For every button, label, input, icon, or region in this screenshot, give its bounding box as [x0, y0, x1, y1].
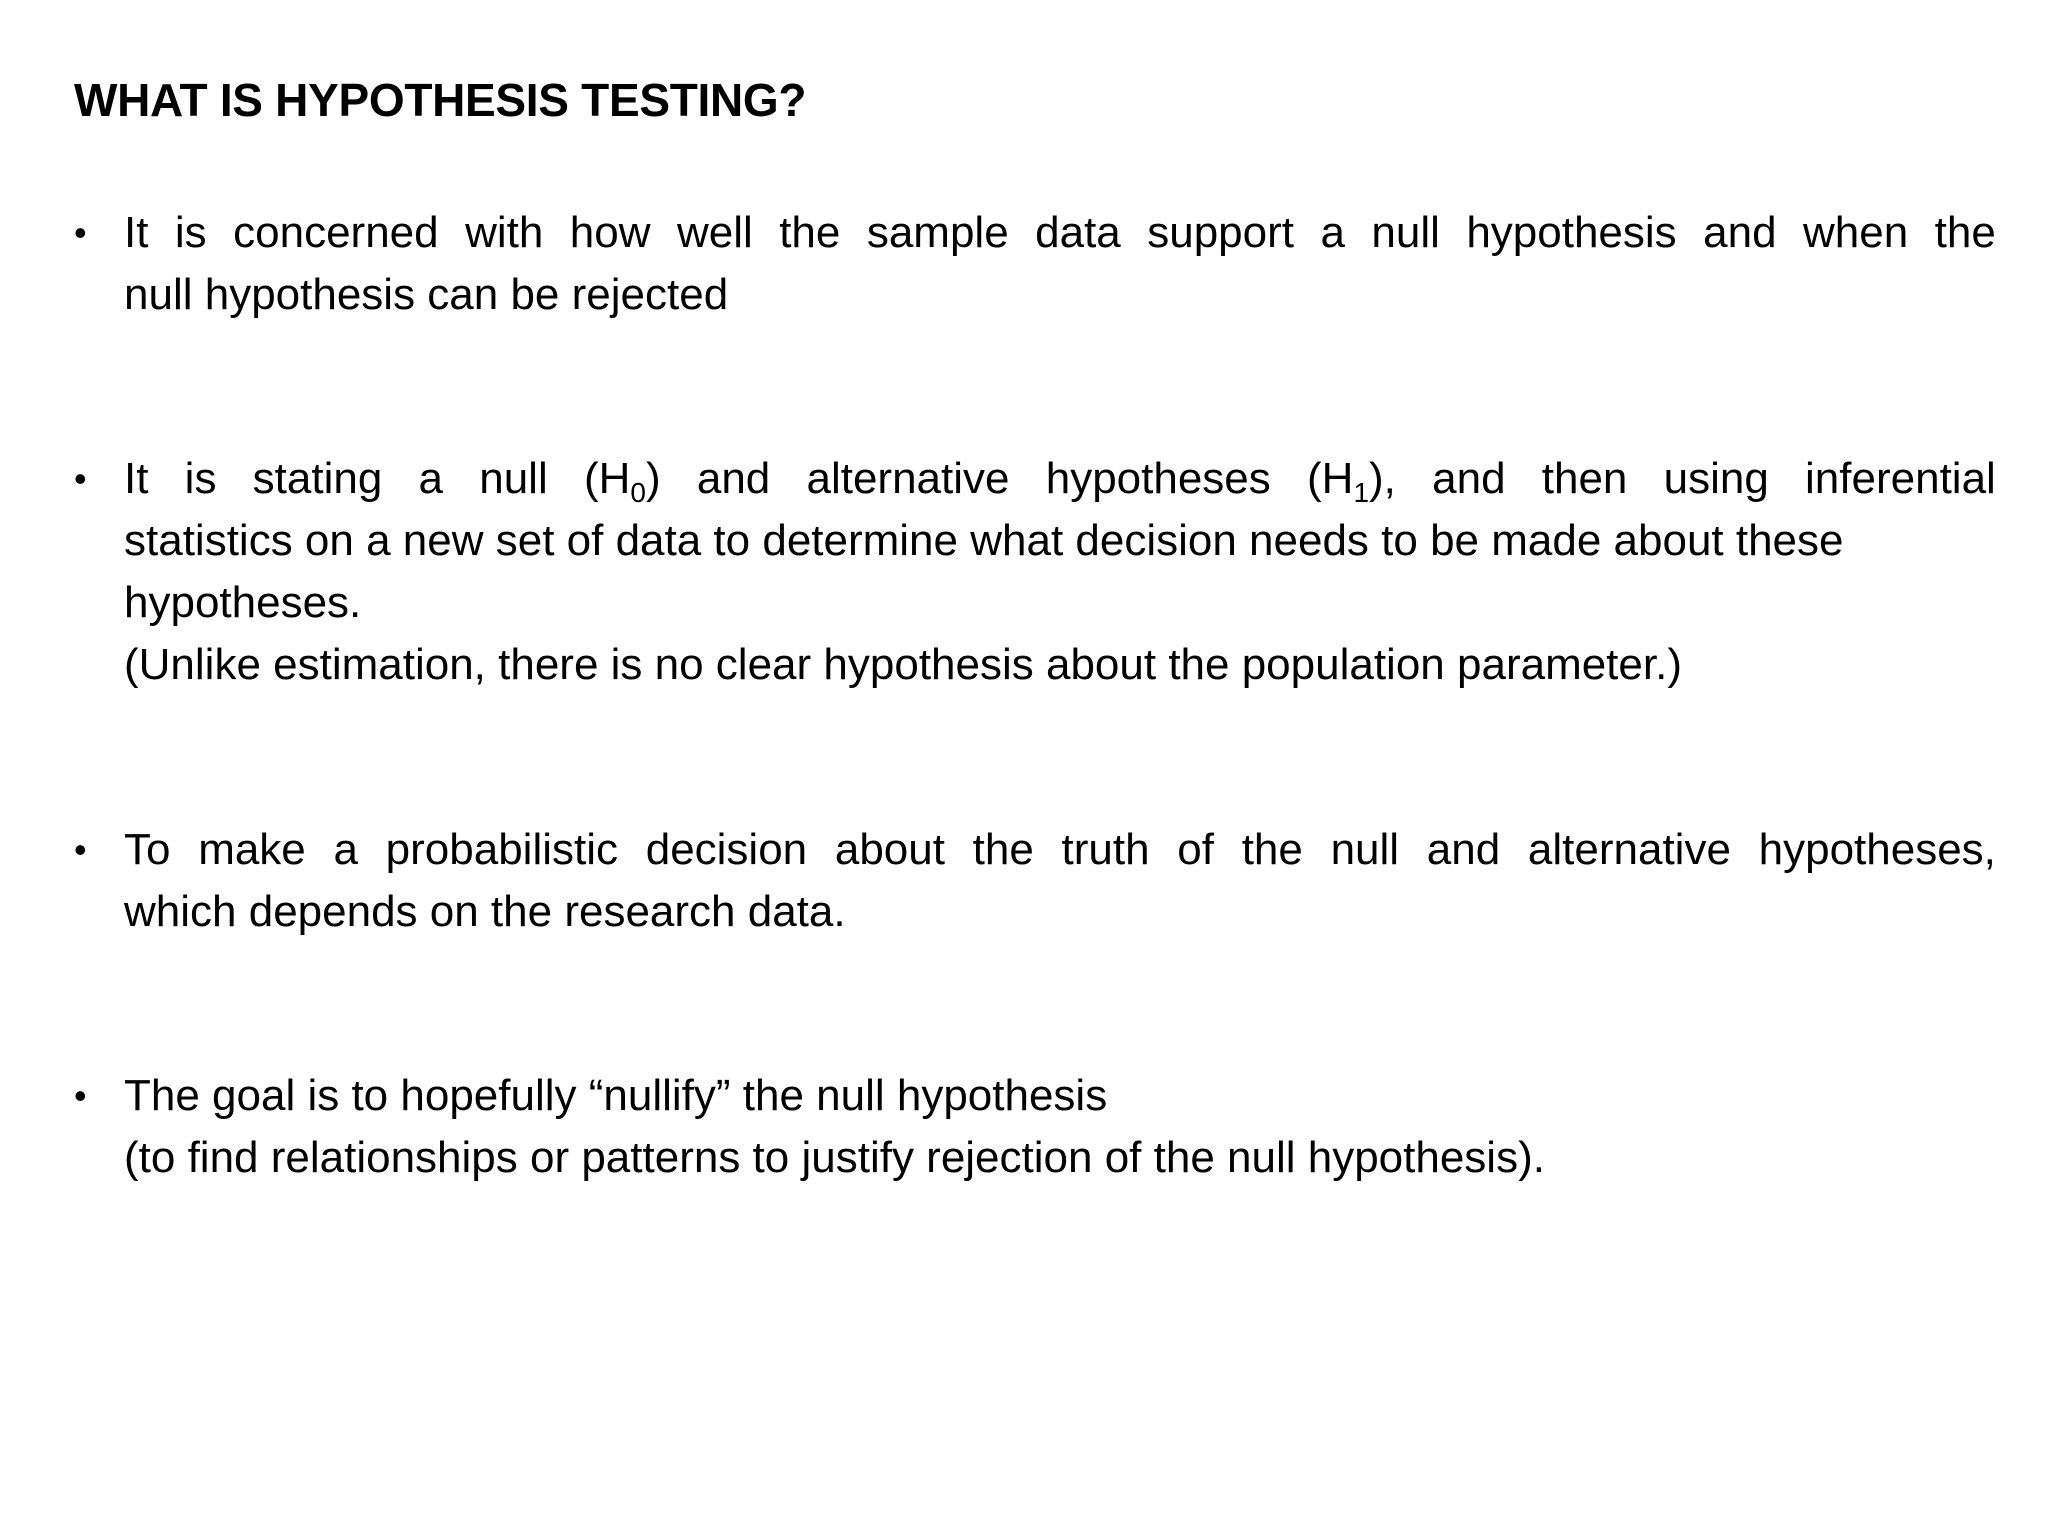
bullet-4-line-1: The goal is to hopefully “nullify” the null hypothesis: [124, 1071, 1108, 1120]
bullet-icon: •: [74, 829, 87, 870]
word: the: [1934, 208, 1996, 257]
bullet-item-1: [74, 202, 1996, 326]
word: probabilistic: [385, 825, 619, 874]
bullet-icon: •: [74, 212, 87, 253]
bullet-icon: •: [74, 1075, 87, 1116]
bullet-3-line-1: [124, 819, 1996, 881]
word: sample: [866, 208, 1009, 257]
word: inferential: [1805, 454, 1996, 503]
word: is: [184, 454, 217, 503]
word: null: [1371, 208, 1440, 257]
h1-close: ),: [1369, 454, 1396, 503]
word: hypothesis: [1466, 208, 1677, 257]
bullet-text-1: [124, 202, 1996, 326]
word: about: [834, 825, 945, 874]
bullet-item-3: [74, 819, 1996, 943]
slide-title: WHAT IS HYPOTHESIS TESTING?: [74, 74, 807, 126]
h1-open: (H: [1307, 454, 1354, 503]
word: hypotheses,: [1758, 825, 1996, 874]
word: null: [479, 454, 548, 503]
word: and: [1426, 825, 1501, 874]
word: concerned: [233, 208, 439, 257]
bullet-2-line-1: [124, 448, 1996, 510]
h0-close: ): [645, 454, 661, 503]
word: stating: [252, 454, 383, 503]
bullet-2-line-2: statistics on a new set of data to determine what decision needs to be made about these: [124, 516, 1844, 565]
word: and: [1703, 208, 1777, 257]
word: well: [676, 208, 753, 257]
bullet-2-line-3: hypotheses.: [124, 578, 362, 627]
word: null: [1330, 825, 1400, 874]
word: data: [1035, 208, 1121, 257]
word: the: [972, 825, 1034, 874]
word: alternative: [806, 454, 1010, 503]
h0-open: (H: [583, 454, 631, 503]
word: To: [124, 825, 171, 874]
word: It: [124, 208, 149, 257]
bullet-text-4: [124, 1065, 1996, 1189]
word: and: [696, 454, 771, 503]
bullet-1-line-2: null hypothesis can be rejected: [124, 270, 729, 319]
word: a: [1320, 208, 1345, 257]
word: support: [1147, 208, 1294, 257]
word: the: [1241, 825, 1303, 874]
word: a: [333, 825, 358, 874]
word: the: [779, 208, 841, 257]
word: is: [174, 208, 207, 257]
bullet-4-line-2: (to find relationships or patterns to justify rejection of the null hypothesis).: [124, 1133, 1545, 1182]
word: of: [1177, 825, 1214, 874]
bullet-3-line-2: which depends on the research data.: [124, 887, 846, 936]
word: and: [1432, 454, 1506, 503]
word: how: [569, 208, 651, 257]
h1-subscript: 1: [1353, 477, 1370, 508]
word: decision: [645, 825, 808, 874]
word: with: [465, 208, 544, 257]
bullet-text-2: [124, 448, 1996, 696]
word: truth: [1061, 825, 1150, 874]
word: using: [1663, 454, 1769, 503]
bullet-2-line-4: (Unlike estimation, there is no clear hypothesis about the population parameter.): [124, 640, 1682, 689]
h0-symbol: [584, 448, 661, 510]
bullet-icon: •: [74, 458, 87, 499]
word: when: [1803, 208, 1909, 257]
h0-subscript: 0: [630, 477, 646, 508]
bullet-1-line-1: [124, 202, 1996, 264]
word: make: [198, 825, 306, 874]
word: alternative: [1527, 825, 1731, 874]
bullet-item-2: [74, 448, 1996, 696]
word: a: [418, 454, 444, 503]
word: It: [124, 454, 149, 503]
word: then: [1541, 454, 1628, 503]
h1-symbol: [1307, 448, 1396, 510]
word: hypotheses: [1045, 454, 1271, 503]
bullet-item-4: [74, 1065, 1996, 1189]
bullet-text-3: [124, 819, 1996, 943]
